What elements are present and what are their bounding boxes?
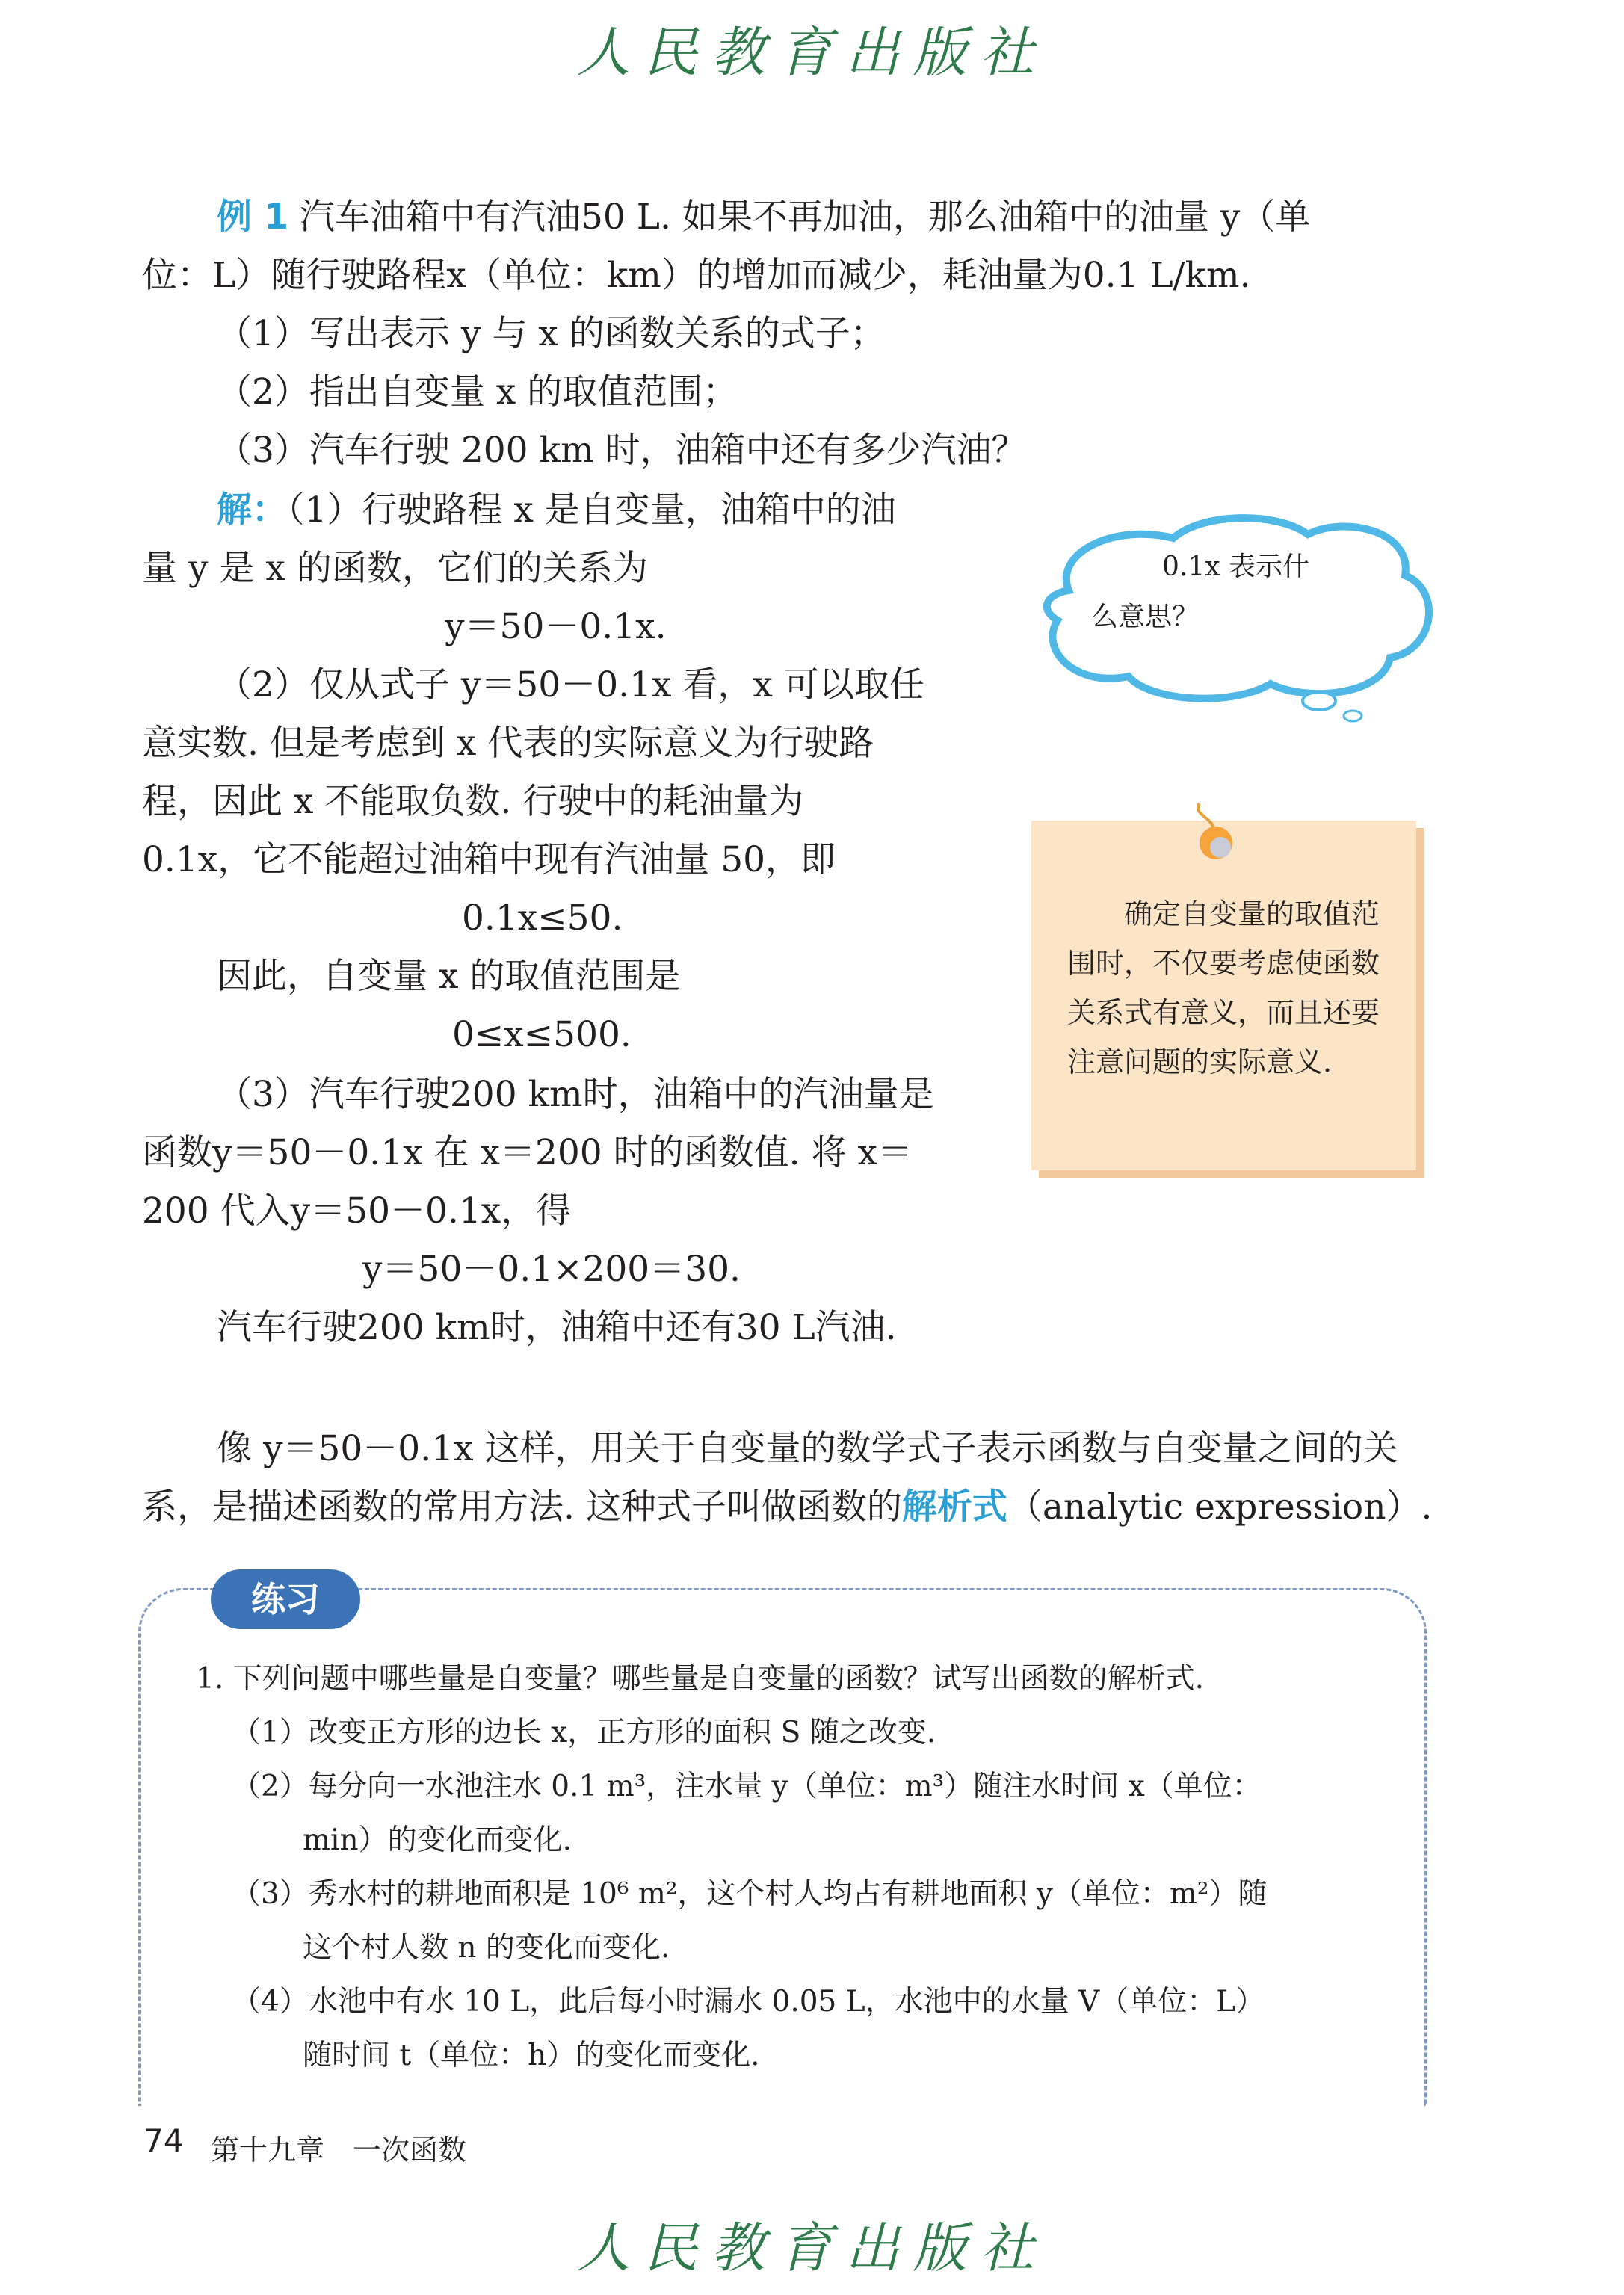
question-3: （3）汽车行驶 200 km 时，油箱中还有多少汽油？ [217,430,1027,471]
solution-line-7: 因此，自变量 x 的取值范围是 [217,956,681,997]
equation-2: 0.1x≤50. [462,898,623,939]
cloud-text-2: 么意思？ [1091,602,1200,632]
solution-text-1: （1）行驶路程 x 是自变量，油箱中的油 [287,489,896,531]
practice-item-3a: （3）秀水村的耕地面积是 10⁶ m²，这个村人均占有耕地面积 y（单位：m²）随 [232,1877,1268,1911]
cloud-text-1: 0.1x 表示什 [1162,552,1309,582]
practice-item-1: （1）改变正方形的边长 x，正方形的面积 S 随之改变. [232,1716,936,1749]
solution-line-10: 200 代入y＝50－0.1x，得 [142,1190,572,1232]
solution-line-6: 0.1x，它不能超过油箱中现有汽油量 50，即 [142,839,836,880]
equation-4: y＝50－0.1×200＝30. [362,1249,741,1290]
definition-line-1: 像 y＝50－0.1x 这样，用关于自变量的数学式子表示函数与自变量之间的关 [217,1428,1398,1469]
solution-line-9: 函数y＝50－0.1x 在 x＝200 时的函数值. 将 x＝ [142,1132,913,1173]
practice-item-2a: （2）每分向一水池注水 0.1 m³，注水量 y（单位：m³）随注水时间 x（单位： [232,1770,1262,1803]
question-1: （1）写出表示 y 与 x 的函数关系的式子； [217,313,886,354]
key-term: 解析式 [901,1486,1007,1528]
chapter-title: 第十九章 一次函数 [211,2134,467,2166]
practice-item-3b: 这个村人数 n 的变化而变化. [303,1931,670,1965]
definition-line-2: 系，是描述函数的常用方法. 这种式子叫做函数的解析式（analytic expression）. [142,1486,1433,1528]
practice-item-4b: 随时间 t（单位：h）的变化而变化. [303,2039,760,2072]
equation-3: 0≤x≤500. [452,1014,632,1055]
tip-text: 确定自变量的取值范围时，不仅要考虑使函数关系式有意义，而且还要注意问题的实际意义. [1067,898,1380,1078]
question-2: （2）指出自变量 x 的取值范围； [217,371,738,413]
practice-title: 练习 [211,1569,360,1629]
example-line-2: 位：L）随行驶路程x（单位：km）的增加而减少，耗油量为0.1 L/km. [142,255,1251,296]
solution-line-2: 量 y 是 x 的函数，它们的关系为 [142,548,648,589]
page-number: 74 [143,2122,184,2159]
tip-note [1031,821,1416,1170]
practice-item-2b: min）的变化而变化. [303,1823,572,1857]
thought-cloud-icon [1024,508,1442,732]
example-label: 例 1 [217,197,289,238]
solution-line-11: 汽车行驶200 km时，油箱中还有30 L汽油. [217,1307,897,1348]
publisher-logo-bottom: 人民教育出版社 [576,2217,1048,2279]
solution-line-3: （2）仅从式子 y＝50－0.1x 看，x 可以取任 [217,664,924,705]
solution-line-5: 程，因此 x 不能取负数. 行驶中的耗油量为 [142,781,804,822]
publisher-logo: 人民教育出版社 [576,21,1048,84]
equation-1: y＝50－0.1x. [445,606,667,647]
solution-label: 解： [217,489,287,531]
practice-question: 1. 下列问题中哪些量是自变量？哪些量是自变量的函数？试写出函数的解析式. [196,1662,1205,1696]
solution-line-1 [217,489,896,532]
pin-icon [1185,800,1244,867]
solution-line-8: （3）汽车行驶200 km时，油箱中的汽油量是 [217,1074,934,1115]
solution-line-4: 意实数. 但是考虑到 x 代表的实际意义为行驶路 [142,723,874,764]
example-text-1: 汽车油箱中有汽油50 L. 如果不再加油，那么油箱中的油量 y（单 [300,197,1311,238]
example-line-1 [217,196,1310,239]
practice-item-4a: （4）水池中有水 10 L，此后每小时漏水 0.05 L，水池中的水量 V（单位：L） [232,1985,1265,2018]
